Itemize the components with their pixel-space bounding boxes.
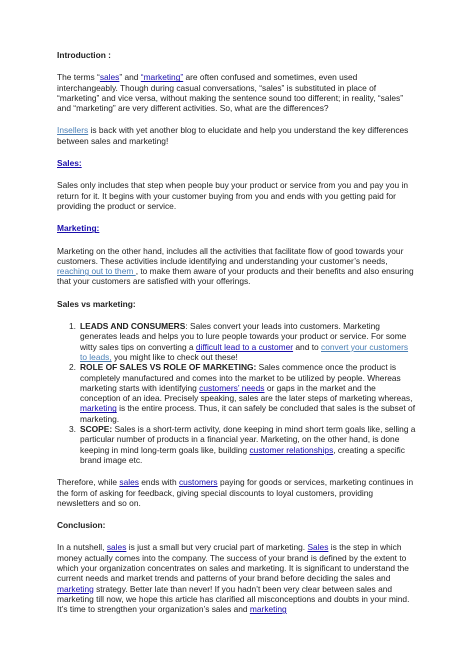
text-run: ” and <box>119 72 141 83</box>
list-item <box>69 362 417 424</box>
item-title: ROLE OF SALES VS ROLE OF MARKETING: <box>80 362 257 373</box>
marketing-paragraph <box>57 246 417 287</box>
text-run: Sales is a short-term activity, done keeping in mind short term goals like, selling a particular number of products in a financial year. Marketing, on the other hand, is done keeping in mind long-term goals like, building <box>80 424 416 455</box>
intro-paragraph <box>57 72 417 113</box>
list-number: 3. <box>69 424 76 435</box>
text-run: The terms “ <box>57 72 100 83</box>
marketing-link[interactable]: marketing <box>80 403 117 414</box>
text-run: are often confused and sometimes, even used interchangeably. Though during casual conversations, “sales” is substituted in place of “marketing” and vice versa, without making the sentence sound too different; in reality, “sales” and “marketing” are very different activities. So, what are the differences? <box>57 72 404 114</box>
text-run: you might like to check out these! <box>111 351 238 362</box>
text-run: is the step in which money actually comes into the company. The success of your brand is defined by the extent to which your organization concentrates on sales and marketing. It is significant to understand the current needs and market trends and patterns of your brand before deciding the sales and <box>57 542 409 584</box>
text-run: : Sales convert your leads into customers. Marketing generates leads and helps you to lure people towards your product or service. For some witty sales tips on converting a <box>80 321 407 352</box>
reaching-out-link[interactable]: reaching out to them <box>57 266 136 277</box>
sales-vs-marketing-heading: Sales vs marketing: <box>57 298 136 309</box>
marketing-link[interactable]: marketing <box>57 583 94 594</box>
conclusion-paragraph <box>57 542 417 614</box>
sales-link[interactable]: Sales <box>307 542 329 553</box>
text-run: is the entire process. Thus, it can safely be concluded that sales is the subset of marketing. <box>80 403 416 424</box>
therefore-paragraph <box>57 477 417 508</box>
document-page <box>57 50 417 614</box>
marketing-link[interactable]: “marketing” <box>140 72 184 83</box>
text-run: and to <box>293 341 322 352</box>
sales-paragraph: Sales only includes that step when people buy your product or service from you and pay you in return for it. It begins with your customer buying from you and ends with you getting paid for providing the product or service. <box>57 180 409 211</box>
insellers-paragraph <box>57 125 417 146</box>
list-number: 1. <box>69 321 76 332</box>
text-run: Marketing on the other hand, includes all the activities that facilitate flow of good towards your customers. These activities include identifying and understanding your customer’s needs, <box>57 245 404 266</box>
text-run: , to make them aware of your products and their benefits and also ensuring that your customers are satisfied with your offerings. <box>57 266 414 287</box>
list-item <box>69 321 417 362</box>
marketing-link[interactable]: marketing <box>249 604 287 615</box>
text-run: is just a small but very crucial part of marketing. <box>126 542 308 553</box>
intro-heading: Introduction : <box>57 50 111 60</box>
text-run: is back with yet another blog to elucidate and help you understand the key differences between sales and marketing! <box>57 125 409 146</box>
text-run: Sales commence once the product is completely manufactured and comes into the market to be utilized by people. Whereas marketing starts with identifying <box>80 362 401 393</box>
sales-link[interactable]: sales <box>99 72 120 83</box>
text-run: ends with <box>138 477 179 488</box>
text-run: strategy. Better late than never! If you hadn’t been very clear between sales and marketing till now, we hope this article has clarified all misconceptions and doubts in your mind. It’s time to strengthen your organization’s sales and <box>57 583 410 615</box>
sales-link[interactable]: sales <box>119 477 139 488</box>
marketing-heading-link[interactable]: Marketing: <box>57 223 100 234</box>
conclusion-heading: Conclusion: <box>57 520 106 531</box>
insellers-link[interactable]: Insellers <box>57 125 89 136</box>
sales-heading-link[interactable]: Sales: <box>57 158 82 169</box>
list-number: 2. <box>69 362 76 373</box>
text-run: In a nutshell, <box>57 542 107 553</box>
convert-customers-link[interactable]: convert your customers to leads, <box>80 341 409 362</box>
text-run: Therefore, while <box>57 477 120 488</box>
customers-link[interactable]: customers <box>178 477 218 488</box>
item-title: LEADS AND CONSUMERS <box>80 321 186 332</box>
item-title: SCOPE: <box>80 424 113 435</box>
sales-link[interactable]: sales <box>106 542 127 553</box>
text-run: paying for goods or services, marketing continues in the form of asking for feedback, giving special discounts to loyal customers, providing newsletters and so on. <box>57 477 414 508</box>
list-item <box>69 424 417 465</box>
text-run: , creating a specific brand image etc. <box>80 444 405 465</box>
text-run: or gaps in the market and the conception of an idea. Precisely speaking, sales are the later steps of marketing whereas, <box>80 382 413 404</box>
customer-relationships-link[interactable]: customer relationships <box>249 444 334 455</box>
customers-needs-link[interactable]: customers’ needs <box>199 382 265 393</box>
difficult-lead-link[interactable]: difficult lead to a customer <box>195 341 294 352</box>
comparison-list <box>57 321 417 465</box>
